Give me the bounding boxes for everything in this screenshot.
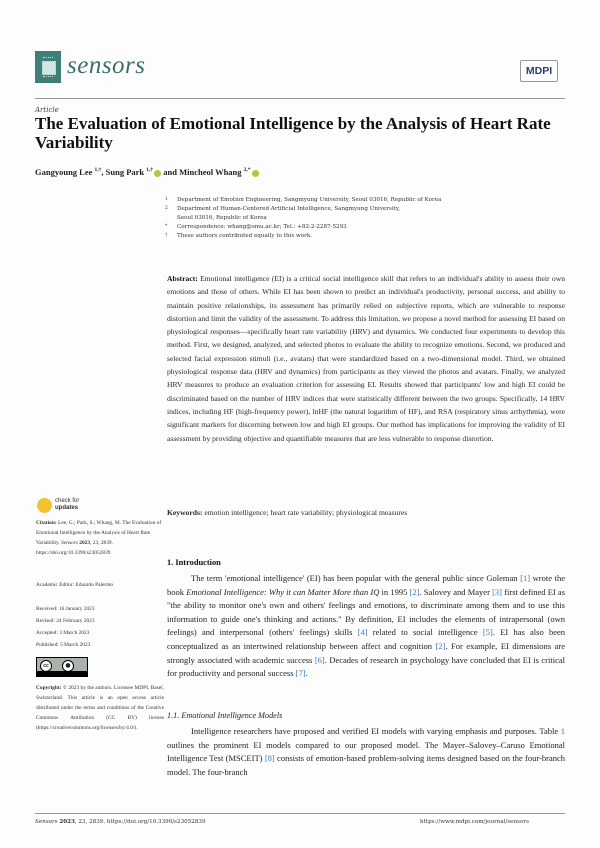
equal-contribution-note [165, 232, 312, 240]
author-affiliation-mark: 1,† [146, 167, 154, 174]
chip-pins-top [43, 57, 53, 60]
citation-link[interactable]: [7] [295, 668, 306, 679]
citation-link[interactable]: [2] [435, 640, 446, 651]
author-list [35, 167, 259, 177]
text-run: related to social intelligence [367, 627, 483, 638]
introduction-paragraph [167, 572, 565, 681]
footer-journal: Sensors [35, 819, 58, 825]
correspondence-text[interactable]: Correspondence: whang@smu.ac.kr; Tel.: +82-2-2287-5293 [177, 224, 347, 230]
author-affiliation-mark: 2,* [243, 167, 251, 174]
journal-logo-icon [35, 51, 61, 83]
check-updates-line1: check for [55, 498, 80, 504]
article-type: Article [35, 106, 59, 114]
paper-title: The Evaluation of Emotional Intelligence by the Analysis of Heart Rate Variability [35, 114, 551, 152]
author-name: Sung Park [105, 167, 145, 177]
text-run: Intelligence researchers have proposed and verified EI models with varying emphasis and purposes. Table [191, 726, 561, 736]
check-for-updates-button[interactable] [55, 498, 79, 512]
text-run: . For example, EI dimensions are strongly associated with academic success [167, 640, 565, 665]
affiliation-2-cont [165, 214, 267, 222]
affiliation-text: Department of Human-Centered Artificial Intelligence, Sangmyung University, [177, 206, 401, 212]
citation-text: Lee, G.; Park, S.; Whang, M. The Evaluation of Emotional Intelligence by the Analysis of Heart Rate Variability. [36, 520, 162, 546]
affiliation-mark: * [165, 224, 168, 229]
section-heading-introduction: 1. Introduction [167, 558, 221, 567]
citation-link[interactable]: [2] [409, 586, 420, 597]
text-run: consists of emotion-based problem-solving items designed based on the four-branch model. The four-branch [167, 753, 565, 777]
academic-editor: Academic Editor: Eduardo Palermo [36, 582, 114, 588]
cc-badge-bar [37, 671, 87, 676]
footer-doi-link[interactable]: https://doi.org/10.3390/s23052839 [106, 819, 206, 825]
cc-by-license-badge[interactable] [36, 657, 88, 677]
equal-contribution-text: These authors contributed equally to this work. [177, 233, 313, 239]
citation-year: 2023 [79, 540, 91, 546]
affiliation-text: Department of Emotion Engineering, Sangmyung University, Seoul 03016, Republic of Korea [177, 197, 442, 203]
table-link[interactable]: 1 [560, 726, 565, 736]
citation-link[interactable]: [5] [482, 627, 493, 638]
abstract [167, 272, 565, 445]
text-run: . [305, 668, 308, 679]
citation-block [36, 518, 164, 558]
received-date: Received: 16 January 2023 [36, 606, 95, 612]
citation-journal: Sensors [61, 540, 78, 546]
affiliation-mark: † [165, 233, 168, 238]
accepted-date: Accepted: 3 March 2023 [36, 630, 90, 636]
text-run: . Decades of research in psychology have concluded that EI is critical for productivity and personal success [167, 654, 565, 679]
keywords-label: Keywords: [167, 508, 203, 517]
footer-citation [35, 819, 206, 825]
attribution-person-icon: ● [62, 660, 74, 672]
copyright-block [36, 683, 164, 733]
text-run: first defined EI as "the ability to monitor one's own and others' feelings and emotions, to discriminate among them and to use this information to guide one's thinking and actions." By definition, EI includes the elements of intrapersonal (own feelings) and interpersonal (others' feelings) skills [167, 586, 565, 638]
keywords-text: emotion intelligence; heart rate variability; physiological measures [204, 508, 408, 517]
copyright-label: Copyright: [36, 685, 62, 691]
revised-date: Revised: 24 February 2023 [36, 618, 95, 624]
text-run: outlines the prominent EI models compared to our proposed model. The Mayer–Salovey–Caruso Emotional Intelligence Test (MSCEIT) [167, 739, 565, 764]
affiliation-mark: 1 [165, 197, 168, 202]
text-run: wrote the book [167, 573, 565, 597]
text-run: . EI has also been conceptualized as an intertwined relationship between affect and cognition [167, 627, 565, 651]
ei-models-paragraph [167, 725, 565, 779]
text-run: The term 'emotional intelligence' (EI) has been popular with the general public since Goleman [191, 573, 521, 583]
citation-doi-link[interactable]: https://doi.org/10.3390/s23052839 [36, 550, 111, 556]
abstract-label: Abstract: [167, 274, 198, 283]
header-divider [35, 98, 565, 99]
orcid-icon[interactable] [252, 170, 259, 177]
chip-pins-bottom [43, 76, 53, 79]
correspondence [165, 223, 347, 231]
abstract-text: Emotional intelligence (EI) is a critical social intelligence skill that refers to an individual's ability to assess their own emotions and those of others. While EI has been shown to predict an individual's productivity, personal success, and ability to maintain positive relationships, its assessment has primarily relied on subjective reports, which are vulnerable to response distortion and limit the validity of the assessment. To address this limitation, we propose a novel method for assessing EI based on physiological responses—specifically heart rate variability (HRV) and dynamics. We conducted four experiments to develop this method. First, we designed, analyzed, and selected photos to evaluate the ability to recognize emotions. Second, we produced and selected facial expression stimuli (i.e., avatars) that were standardized based on a two-dimensional model. Third, we obtained physiological response data (HRV and dynamics) from participants as they viewed the photos and avatars. Finally, we analyzed HRV measures to produce an evaluation criterion for assessing EI. Results showed that participants' low and high EI could be discriminated based on the number of HRV indices that were statistically different between the two groups. Specifically, 14 HRV indices, including HF (high-frequency power), lnHF (the natural logarithm of HF), and RSA (respiratory sinus arrhythmia), were significant markers for discerning between low and high EI groups. Our method has implications for improving the validity of EI assessment by providing objective and quantifiable measures that are less vulnerable to response distortion. [167, 274, 565, 443]
affiliation-1 [165, 196, 441, 204]
citation-rest: , 23, 2839. [90, 540, 113, 546]
copyright-text: © 2023 by the authors. Licensee MDPI, Basel, Switzerland. This article is an open access article distributed under the terms and conditions of the Creative Commons Attribution (CC BY) license (https://creativecommons.org/licenses/by/4.0/). [36, 685, 164, 731]
author-separator: , [101, 167, 106, 177]
author-separator: and [161, 167, 180, 177]
citation-link[interactable]: [6] [314, 654, 325, 665]
footer-journal-url[interactable]: https://www.mdpi.com/journal/sensors [420, 819, 529, 825]
citation-link[interactable]: [4] [357, 627, 368, 638]
citation-label: Citation: [36, 520, 57, 526]
cc-icon: cc [40, 660, 52, 672]
author-name: Gangyoung Lee [35, 167, 93, 177]
text-run: . Salovey and Mayer [419, 586, 493, 597]
check-updates-line2: updates [55, 505, 79, 511]
author-name: Mincheol Whang [179, 167, 242, 177]
citation-link[interactable]: [1] [520, 573, 531, 583]
citation-link[interactable]: [8] [264, 753, 275, 764]
subsection-heading-ei-models: 1.1. Emotional Intelligence Models [167, 711, 283, 720]
mdpi-logo[interactable]: MDPI [520, 60, 558, 82]
chip-icon [42, 61, 56, 75]
affiliation-mark: 2 [165, 206, 168, 211]
footer-divider [35, 813, 565, 814]
citation-link[interactable]: [3] [492, 586, 503, 597]
check-for-updates-icon[interactable] [37, 498, 52, 513]
book-title: Emotional Intelligence: Why it can Matter More than IQ [186, 586, 380, 597]
author-affiliation-mark: 1,† [94, 167, 102, 174]
footer-year: 2023 [59, 819, 75, 825]
footer-volume: , 23, 2839. [74, 819, 106, 825]
text-run: in 1995 [379, 586, 410, 597]
journal-name: sensors [67, 52, 146, 79]
affiliation-2 [165, 205, 400, 213]
affiliation-text: Seoul 03016, Republic of Korea [177, 215, 267, 221]
keywords [167, 508, 565, 517]
published-date: Published: 5 March 2023 [36, 642, 91, 648]
